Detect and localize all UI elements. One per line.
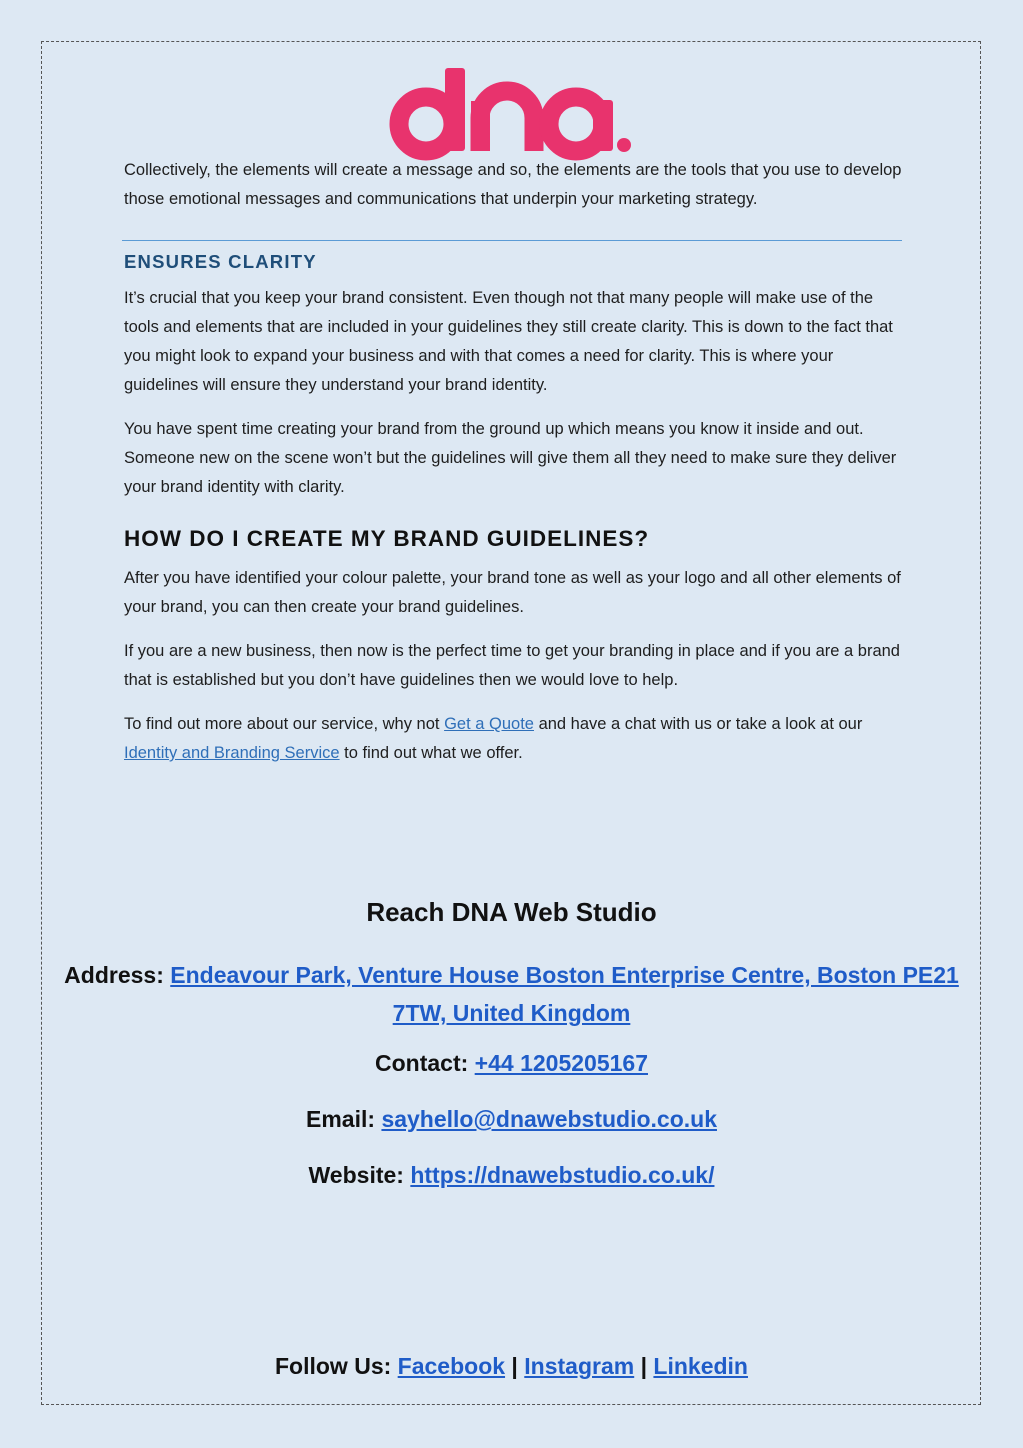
address-link[interactable]: Endeavour Park, Venture House Boston Enterprise Centre, Boston PE21 7TW, United Kingdom	[170, 962, 959, 1026]
intro-paragraph: Collectively, the elements will create a message and so, the elements are the tools that you use to develop those emotional messages and communications that underpin your marketing strategy.	[124, 161, 902, 208]
instagram-link[interactable]: Instagram	[524, 1353, 635, 1379]
facebook-link[interactable]: Facebook	[397, 1353, 506, 1379]
article-content	[124, 156, 902, 783]
follow-label: Follow Us:	[275, 1353, 398, 1379]
identity-branding-link[interactable]: Identity and Branding Service	[124, 744, 340, 762]
reach-title: Reach DNA Web Studio	[366, 897, 657, 927]
address-label: Address:	[64, 962, 171, 988]
contact-line	[60, 1050, 963, 1077]
separator: |	[634, 1353, 654, 1379]
dna-logo	[388, 66, 638, 162]
separator: |	[505, 1353, 525, 1379]
heading-ensures-clarity: ENSURES CLARITY	[124, 251, 317, 272]
linkedin-link[interactable]: Linkedin	[653, 1353, 748, 1379]
address-line	[60, 956, 963, 1032]
create-paragraph-2: If you are a new business, then now is the perfect time to get your branding in place and if you are a brand that is established but you don’t have guidelines then we would love to help.	[124, 642, 900, 689]
website-line	[60, 1162, 963, 1189]
phone-link[interactable]: +44 1205205167	[474, 1050, 648, 1076]
section-divider	[122, 240, 902, 241]
get-a-quote-link[interactable]: Get a Quote	[444, 715, 534, 733]
email-line	[60, 1106, 963, 1133]
cta-text-2: and have a chat with us or take a look at our	[533, 715, 863, 733]
website-label: Website:	[308, 1162, 411, 1188]
heading-create-guidelines: HOW DO I CREATE MY BRAND GUIDELINES?	[124, 526, 650, 551]
email-label: Email:	[306, 1106, 382, 1132]
website-link[interactable]: https://dnawebstudio.co.uk/	[410, 1162, 715, 1188]
email-link[interactable]: sayhello@dnawebstudio.co.uk	[381, 1106, 717, 1132]
clarity-paragraph-2: You have spent time creating your brand from the ground up which means you know it inside and out. Someone new on the scene won’t but the guidelines will give them all they need to make sure they deliver your brand identity with clarity.	[124, 420, 897, 496]
create-paragraph-1: After you have identified your colour palette, your brand tone as well as your logo and all other elements of your brand, you can then create your brand guidelines.	[124, 569, 901, 616]
cta-text-1: To find out more about our service, why not	[124, 715, 445, 733]
clarity-paragraph-1: It’s crucial that you keep your brand consistent. Even though not that many people will make use of the tools and elements that are included in your guidelines they still create clarity. This is down to the fact that you might look to expand your business and with that comes a need for clarity. This is where your guidelines will ensure they understand your brand identity.	[124, 289, 893, 394]
cta-text-3: to find out what we offer.	[339, 744, 523, 762]
contact-label: Contact:	[375, 1050, 475, 1076]
cta-paragraph	[124, 710, 902, 768]
follow-us-line	[60, 1353, 963, 1380]
